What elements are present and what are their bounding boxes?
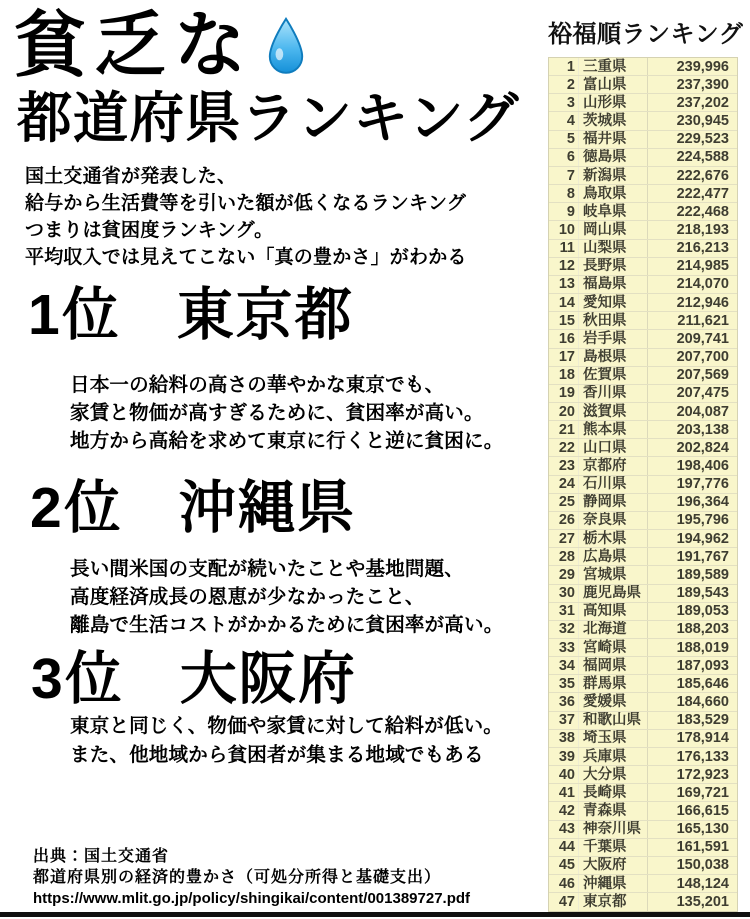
description-line: 日本一の給料の高さの華やかな東京でも、: [70, 374, 445, 396]
source-line: 出典：国土交通省: [33, 848, 170, 865]
rank-3-heading: [31, 648, 357, 710]
row-value: 150,038: [647, 857, 737, 875]
row-value: 166,615: [647, 802, 737, 820]
table-row: [549, 385, 737, 403]
table-row: [549, 639, 737, 657]
row-value: 169,721: [647, 784, 737, 802]
row-prefecture: 広島県: [578, 548, 647, 566]
table-title: 裕福順ランキング: [548, 21, 744, 48]
row-prefecture: 福井県: [578, 131, 647, 149]
row-prefecture: 福島県: [578, 276, 647, 294]
water-drop-icon: [264, 17, 308, 77]
row-prefecture: 群馬県: [578, 675, 647, 693]
table-row: [549, 548, 737, 566]
row-value: 189,053: [647, 603, 737, 621]
row-prefecture: 愛媛県: [578, 693, 647, 711]
table-row: [549, 94, 737, 112]
description-line: また、他地域から貧困者が集まる地域でもある: [70, 744, 484, 766]
row-prefecture: 岩手県: [578, 330, 647, 348]
intro-line: 給与から生活費等を引いた額が低くなるランキング: [25, 193, 467, 214]
table-row: [549, 476, 737, 494]
row-value: 209,741: [647, 330, 737, 348]
row-value: 207,569: [647, 367, 737, 385]
row-rank: 38: [558, 730, 575, 747]
table-row: [549, 512, 737, 530]
row-prefecture: 大阪府: [578, 857, 647, 875]
row-value: 237,390: [647, 76, 737, 94]
row-prefecture: 鳥取県: [578, 185, 647, 203]
row-rank: 2: [566, 76, 575, 93]
row-value: 216,213: [647, 240, 737, 258]
table-row: [549, 802, 737, 820]
rank-3-description: [70, 712, 503, 770]
row-rank: 16: [558, 330, 575, 347]
row-prefecture: 埼玉県: [578, 730, 647, 748]
row-value: 178,914: [647, 730, 737, 748]
row-rank: 12: [558, 258, 575, 275]
table-row: [549, 712, 737, 730]
page-title-line1: [14, 0, 308, 92]
row-rank: 9: [566, 203, 575, 220]
row-rank: 23: [558, 458, 575, 475]
rank-1-description: [70, 371, 503, 455]
row-value: 194,962: [647, 530, 737, 548]
row-value: 184,660: [647, 693, 737, 711]
table-row: [549, 349, 737, 367]
table-row: [549, 893, 737, 911]
table-row: [549, 112, 737, 130]
row-rank: 34: [558, 657, 575, 674]
table-row: [549, 203, 737, 221]
row-rank: 36: [558, 694, 575, 711]
row-prefecture: 和歌山県: [578, 712, 647, 730]
row-prefecture: 秋田県: [578, 312, 647, 330]
row-prefecture: 長野県: [578, 258, 647, 276]
table-row: [549, 839, 737, 857]
table-row: [549, 58, 737, 76]
row-rank: 30: [558, 585, 575, 602]
row-rank: 35: [558, 675, 575, 692]
row-value: 195,796: [647, 512, 737, 530]
bottom-divider: [0, 912, 750, 917]
row-value: 196,364: [647, 494, 737, 512]
row-value: 222,477: [647, 185, 737, 203]
row-prefecture: 滋賀県: [578, 403, 647, 421]
row-prefecture: 福岡県: [578, 657, 647, 675]
table-row: [549, 258, 737, 276]
row-rank: 11: [559, 240, 575, 257]
description-line: 家賃と物価が高すぎるために、貧困率が高い。: [70, 402, 484, 424]
row-rank: 10: [558, 221, 575, 238]
row-value: 198,406: [647, 457, 737, 475]
row-rank: 13: [558, 276, 575, 293]
intro-line: 平均収入では見えてこない「真の豊かさ」がわかる: [25, 247, 467, 268]
row-value: 188,019: [647, 639, 737, 657]
row-prefecture: 青森県: [578, 802, 647, 820]
row-rank: 28: [558, 548, 575, 565]
row-prefecture: 愛知県: [578, 294, 647, 312]
intro-line: つまりは貧困度ランキング。: [25, 220, 274, 241]
row-prefecture: 沖縄県: [578, 875, 647, 893]
row-value: 214,070: [647, 276, 737, 294]
row-value: 187,093: [647, 657, 737, 675]
row-value: 203,138: [647, 421, 737, 439]
row-value: 188,203: [647, 621, 737, 639]
row-rank: 41: [558, 784, 575, 801]
description-line: 離島で生活コストがかかるために貧困率が高い。: [70, 614, 504, 636]
rank-2-prefecture: 沖縄県: [178, 476, 356, 540]
row-value: 224,588: [647, 149, 737, 167]
row-value: 230,945: [647, 112, 737, 130]
row-value: 202,824: [647, 439, 737, 457]
row-prefecture: 富山県: [578, 76, 647, 94]
row-prefecture: 岐阜県: [578, 203, 647, 221]
row-rank: 5: [566, 131, 575, 148]
rank-1-prefecture: 東京都: [176, 283, 354, 347]
description-line: 地方から高給を求めて東京に行くと逆に貧困に。: [70, 430, 504, 452]
table-row: [549, 857, 737, 875]
row-rank: 25: [558, 494, 575, 511]
wealth-ranking-panel: [548, 20, 744, 912]
row-value: 211,621: [647, 312, 737, 330]
row-rank: 47: [558, 894, 575, 911]
row-value: 229,523: [647, 131, 737, 149]
row-rank: 33: [558, 639, 575, 656]
table-row: [549, 784, 737, 802]
row-value: 172,923: [647, 766, 737, 784]
table-row: [549, 276, 737, 294]
table-row: [549, 875, 737, 893]
row-value: 189,543: [647, 585, 737, 603]
row-rank: 40: [558, 766, 575, 783]
row-value: 212,946: [647, 294, 737, 312]
row-rank: 8: [566, 185, 575, 202]
table-row: [549, 76, 737, 94]
table-row: [549, 240, 737, 258]
table-row: [549, 566, 737, 584]
row-value: 191,767: [647, 548, 737, 566]
rank-3-label: 3位: [31, 647, 124, 711]
row-prefecture: 宮崎県: [578, 639, 647, 657]
row-prefecture: 静岡県: [578, 494, 647, 512]
row-value: 165,130: [647, 821, 737, 839]
row-value: 185,646: [647, 675, 737, 693]
row-value: 222,468: [647, 203, 737, 221]
table-row: [549, 821, 737, 839]
row-value: 214,985: [647, 258, 737, 276]
row-rank: 45: [558, 857, 575, 874]
row-rank: 43: [558, 821, 575, 838]
row-rank: 4: [566, 113, 575, 130]
rank-3-prefecture: 大阪府: [179, 647, 357, 711]
row-value: 135,201: [647, 893, 737, 911]
row-prefecture: 熊本県: [578, 421, 647, 439]
row-rank: 26: [558, 512, 575, 529]
table-row: [549, 131, 737, 149]
row-value: 183,529: [647, 712, 737, 730]
table-row: [549, 457, 737, 475]
row-prefecture: 島根県: [578, 349, 647, 367]
row-prefecture: 大分県: [578, 766, 647, 784]
row-value: 148,124: [647, 875, 737, 893]
row-prefecture: 神奈川県: [578, 821, 647, 839]
row-prefecture: 長崎県: [578, 784, 647, 802]
rank-1-label: 1位: [28, 283, 121, 347]
row-prefecture: 宮城県: [578, 566, 647, 584]
row-value: 189,589: [647, 566, 737, 584]
row-rank: 29: [558, 566, 575, 583]
source-attribution: [33, 846, 470, 909]
table-row: [549, 530, 737, 548]
row-rank: 7: [566, 167, 575, 184]
row-rank: 32: [558, 621, 575, 638]
page-title-text: 貧乏な: [14, 6, 255, 86]
row-rank: 15: [558, 312, 575, 329]
table-row: [549, 330, 737, 348]
row-rank: 22: [558, 439, 575, 456]
table-row: [549, 312, 737, 330]
row-value: 207,700: [647, 349, 737, 367]
row-rank: 18: [558, 367, 575, 384]
row-prefecture: 茨城県: [578, 112, 647, 130]
row-value: 222,676: [647, 167, 737, 185]
row-prefecture: 鹿児島県: [578, 585, 647, 603]
row-prefecture: 岡山県: [578, 221, 647, 239]
intro-paragraph: [25, 163, 467, 271]
table-row: [549, 603, 737, 621]
row-rank: 6: [566, 149, 575, 166]
intro-line: 国土交通省が発表した、: [25, 166, 237, 187]
row-prefecture: 東京都: [578, 893, 647, 911]
row-rank: 3: [566, 94, 575, 111]
wealth-ranking-table: [548, 57, 738, 912]
rank-2-description: [70, 555, 503, 639]
table-row: [549, 167, 737, 185]
row-value: 237,202: [647, 94, 737, 112]
rank-2-label: 2位: [30, 476, 123, 540]
row-rank: 31: [558, 603, 575, 620]
table-row: [549, 675, 737, 693]
table-row: [549, 221, 737, 239]
row-rank: 42: [558, 802, 575, 819]
table-row: [549, 693, 737, 711]
row-value: 161,591: [647, 839, 737, 857]
row-rank: 17: [558, 349, 575, 366]
source-line: 都道府県別の経済的豊かさ（可処分所得と基礎支出）: [33, 869, 442, 886]
rank-1-heading: [28, 284, 354, 346]
table-row: [549, 149, 737, 167]
row-value: 207,475: [647, 385, 737, 403]
table-row: [549, 185, 737, 203]
row-rank: 37: [558, 712, 575, 729]
table-row: [549, 421, 737, 439]
description-line: 東京と同じく、物価や家賃に対して給料が低い。: [70, 715, 504, 737]
row-prefecture: 三重県: [578, 58, 647, 76]
row-rank: 20: [558, 403, 575, 420]
table-row: [549, 621, 737, 639]
row-prefecture: 奈良県: [578, 512, 647, 530]
row-prefecture: 兵庫県: [578, 748, 647, 766]
description-line: 高度経済成長の恩恵が少なかったこと、: [70, 586, 425, 608]
row-rank: 14: [558, 294, 575, 311]
table-row: [549, 294, 737, 312]
row-value: 204,087: [647, 403, 737, 421]
row-prefecture: 徳島県: [578, 149, 647, 167]
row-prefecture: 山形県: [578, 94, 647, 112]
row-rank: 24: [558, 476, 575, 493]
table-row: [549, 730, 737, 748]
row-prefecture: 新潟県: [578, 167, 647, 185]
page-title-line2: 都道府県ランキング: [17, 87, 520, 149]
table-row: [549, 439, 737, 457]
row-value: 218,193: [647, 221, 737, 239]
row-value: 239,996: [647, 58, 737, 76]
rank-2-heading: [30, 477, 356, 539]
row-rank: 27: [558, 530, 575, 547]
row-rank: 39: [558, 748, 575, 765]
row-prefecture: 高知県: [578, 603, 647, 621]
row-rank: 46: [558, 875, 575, 892]
row-prefecture: 千葉県: [578, 839, 647, 857]
table-row: [549, 585, 737, 603]
table-row: [549, 766, 737, 784]
description-line: 長い間米国の支配が続いたことや基地問題、: [70, 558, 465, 580]
row-prefecture: 栃木県: [578, 530, 647, 548]
table-row: [549, 403, 737, 421]
row-prefecture: 山梨県: [578, 240, 647, 258]
row-rank: 19: [558, 385, 575, 402]
source-url: https://www.mlit.go.jp/policy/shingikai/content/001389727.pdf: [33, 890, 471, 907]
row-prefecture: 佐賀県: [578, 367, 647, 385]
row-value: 176,133: [647, 748, 737, 766]
table-row: [549, 657, 737, 675]
row-prefecture: 香川県: [578, 385, 647, 403]
row-rank: 1: [566, 58, 575, 75]
row-rank: 44: [558, 839, 575, 856]
row-prefecture: 京都府: [578, 457, 647, 475]
row-prefecture: 北海道: [578, 621, 647, 639]
row-rank: 21: [558, 421, 575, 438]
table-row: [549, 748, 737, 766]
table-row: [549, 494, 737, 512]
row-prefecture: 山口県: [578, 439, 647, 457]
row-prefecture: 石川県: [578, 476, 647, 494]
table-row: [549, 367, 737, 385]
row-value: 197,776: [647, 476, 737, 494]
